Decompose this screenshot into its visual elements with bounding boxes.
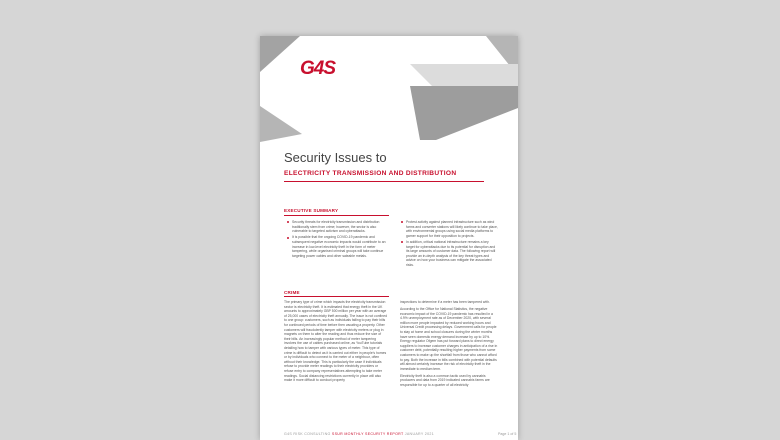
executive-summary-bullet: Protest activity against planned infrastructure such as wind farms and converter stations will likely continue to take place, with environmental groups using social media platforms to garner support for their opposition to projects. <box>406 220 498 238</box>
executive-summary-heading: EXECUTIVE SUMMARY <box>284 208 339 213</box>
crime-rule <box>284 296 389 297</box>
crime-paragraph: inspections to determine if a meter has been tampered with. <box>400 300 490 304</box>
footer-prefix: G4S RISK CONSULTING <box>284 432 331 436</box>
page-number: Page 1 of 5 <box>498 432 517 436</box>
crime-paragraph: The primary type of crime which impacts the electricity transmission sector is electricity theft. It is estimated that energy theft in the UK amounts to approximately GBP 500 million per year with an average of 25,000 cases of electricity theft annually. The issue is not confined to one group: customers, such as individuals failing to pay their bills for continued periods of time before then vacating a property. Other customers will fraudulently tamper with electricity meters or plug in magnets on them to alter the reading and thus reduce the size of their bills. An increasingly popular method of meter tampering involves the use of cables purchased online, as YouTube tutorials detailing how to tamper with various types of meter. This type of crime is difficult to detect as it is carried out either in people's homes or by individuals who connect to the meter of a neighbour, often without their knowledge. This is particularly the case if individuals refuse to provide meter readings to their electricity providers or refuse entry to company representatives attempting to take meter readings. Social distancing restrictions currently in place will also make it more difficult to conduct property <box>284 300 387 383</box>
document-page <box>260 36 518 440</box>
top-left-gray-band <box>260 36 300 72</box>
crime-paragraph: Electricity theft is also a common tactic used by cannabis producers and data from 2019 indicated cannabis farms are responsible for up to a quarter of all electricity <box>400 373 490 387</box>
crime-paragraph: According to the Office for National Statistics, the negative economic impact of the COVID-19 pandemic has resulted in a 4.9% unemployment rate as of December 2020, with several million more people impacted by reduced working hours and Universal Credit processing delays. Government calls for people to stay at home and school closures during the winter months have seen domestic energy demand increase by up to 10%. Energy regulator Ofgem has put forward plans to direct energy suppliers to increase customer charges in anticipation of a rise in customer debt, potentially resulting higher payments from some customers to make up the shortfall from those who cannot afford to pay. Both the increase in bills combined with potential defaults will almost certainly increase the risk of electricity theft in the immediate to medium term. <box>400 306 498 371</box>
footer-report-name: SSUR MONTHLY SECURITY REPORT <box>330 432 404 436</box>
footer-date: JANUARY 2021 <box>403 432 434 436</box>
crime-heading: CRIME <box>284 290 300 295</box>
right-dark-gray-band <box>410 86 518 140</box>
executive-summary-left-column <box>286 220 386 260</box>
executive-summary-bullet: It is possible that the ongoing COVID-19 pandemic and subsequent negative economic impacts would contribute to an increase in low-level electricity theft in the form of meter tampering, while organised criminal groups will take continue targeting power cables and other saleable metals. <box>292 235 386 258</box>
page-footer <box>284 432 434 436</box>
document-subtitle: ELECTRICITY TRANSMISSION AND DISTRIBUTION <box>284 170 457 177</box>
title-rule <box>284 181 484 182</box>
document-title: Security Issues to <box>284 150 387 165</box>
crime-right-column <box>400 300 500 390</box>
g4s-logo: G4S <box>300 58 336 79</box>
right-light-band <box>410 64 518 86</box>
left-gray-band <box>260 106 302 142</box>
header-decoration <box>260 36 518 146</box>
executive-summary-bullet: Security threats for electricity transmission and distribution traditionally stem from crime; however, the sector is also vulnerable to targeted activism and cyberattacks. <box>292 220 386 234</box>
executive-summary-right-column <box>400 220 498 269</box>
crime-left-column <box>284 300 388 385</box>
executive-summary-rule <box>284 215 389 216</box>
executive-summary-bullet: In addition, critical national infrastructure remains a key target for cyberattacks due to its potential for disruption and its large amounts of customer data. The following report will provide an in-depth analysis of the key threat types and advice on how your business can mitigate the associated risks. <box>406 240 498 268</box>
